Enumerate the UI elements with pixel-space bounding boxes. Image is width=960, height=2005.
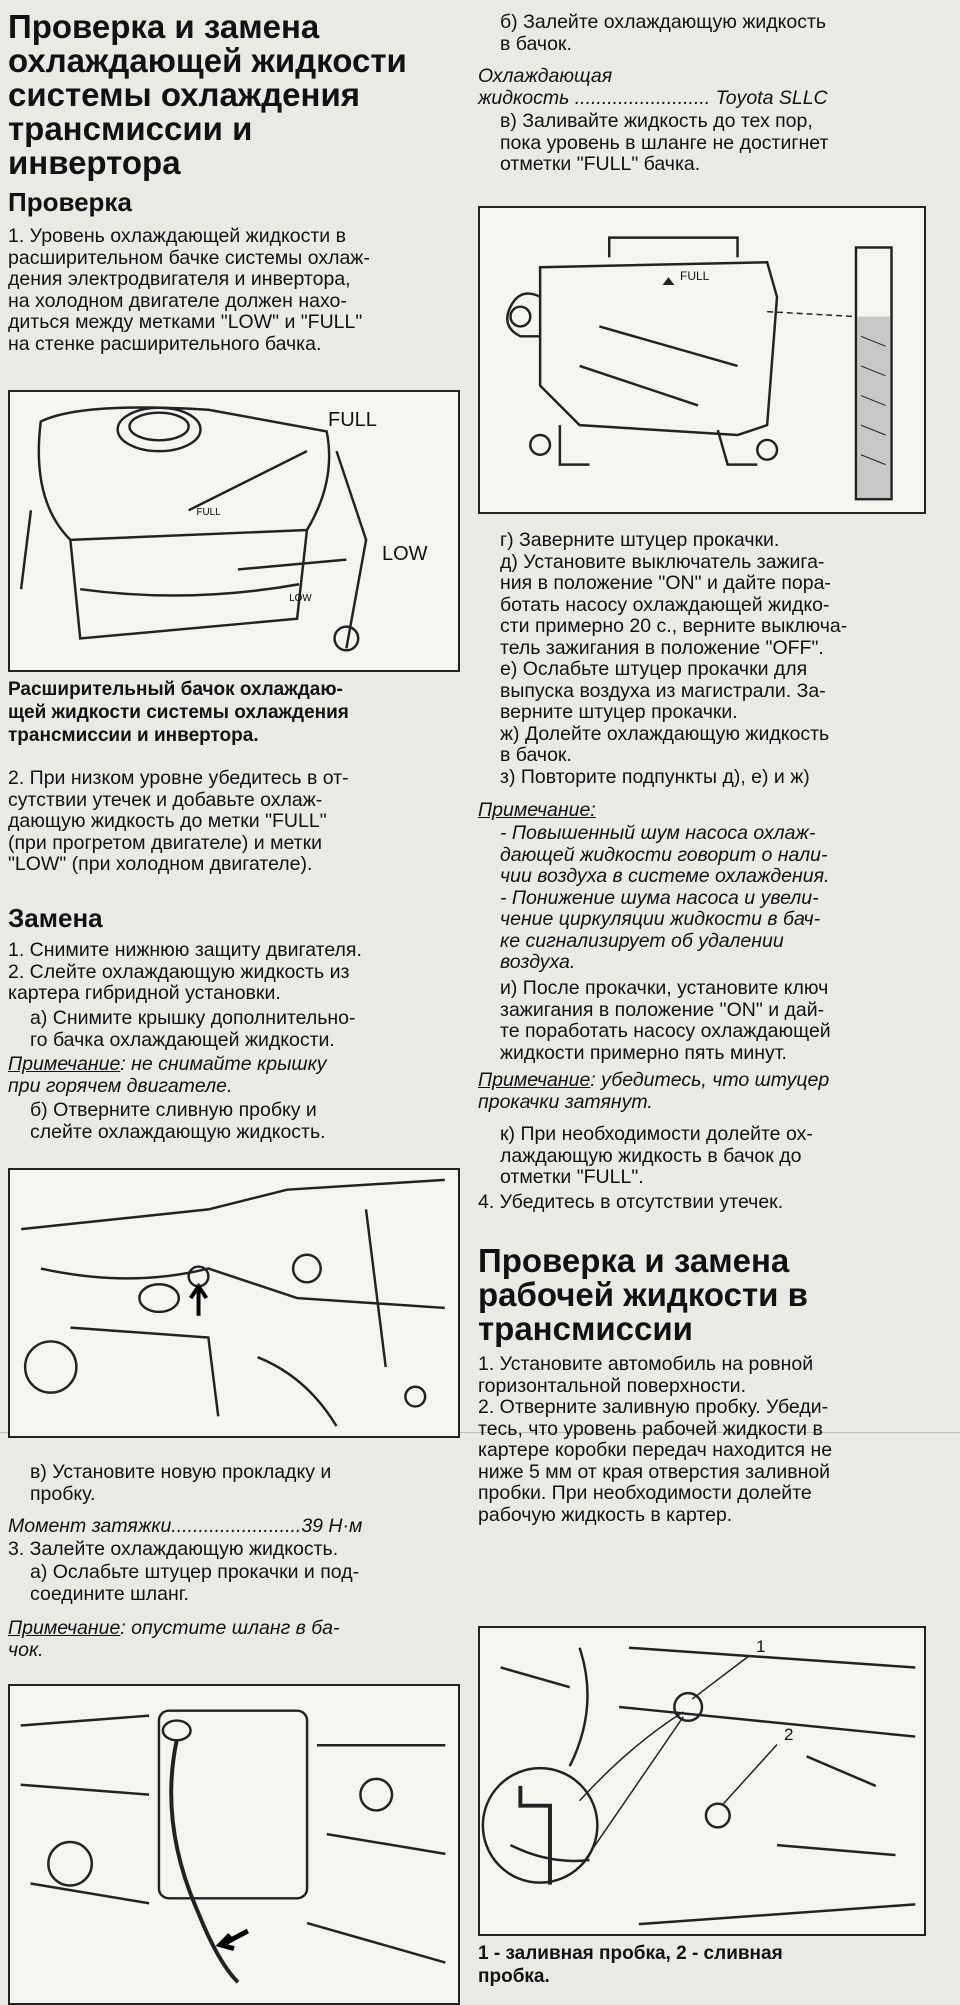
check-paragraph-1: 1. Уровень охлаждающей жидкости в расширительном бачке системы охлаж- дения электродвигателя и инвертора, на холодном двигателе должен нахо- диться между метками "LOW" и "FULL" на стенке расширительного бачка. — [8, 225, 370, 355]
low-label: LOW — [382, 543, 428, 565]
replace-steps-1-2: 1. Снимите нижнюю защиту двигателя. 2. Слейте охлаждающую жидкость из картера гибридной установки. — [8, 939, 362, 1004]
step-3: 3. Залейте охлаждающую жидкость. — [8, 1538, 339, 1560]
full-mark-text: FULL — [196, 507, 221, 519]
note-4-label: Примечание — [478, 1069, 591, 1091]
fill-level-drawing — [480, 208, 924, 512]
step-3b: б) Залейте охлаждающую жидкость в бачок. — [500, 11, 827, 55]
step-4: 4. Убедитесь в отсутствии утечек. — [478, 1191, 784, 1213]
callout-1: 1 — [756, 1637, 766, 1656]
check-heading: Проверка — [8, 187, 132, 217]
transmission-paragraph: 1. Установите автомобиль на ровной горизонтальной поверхности. 2. Отверните заливную пробку. Убеди- тесь, что уровень рабочей жидкости в картере коробки передач находится не ниже 5 мм от края отверстия заливной пробки. При необходимости долейте рабочую жидкость в картер. — [478, 1353, 833, 1526]
low-mark-text: LOW — [289, 592, 312, 604]
callout-2: 2 — [784, 1725, 794, 1744]
note-3-label: Примечание: — [478, 799, 596, 821]
step-2a: а) Снимите крышку дополнительно- го бачка охлаждающей жидкости. — [30, 1007, 356, 1051]
transmission-drawing — [480, 1628, 924, 1934]
note-2-text: : опустите шланг в ба- чок. — [8, 1617, 340, 1661]
fluid-column — [857, 317, 891, 499]
step-2v: в) Установите новую прокладку и пробку. — [30, 1461, 332, 1505]
transmission-figure — [478, 1626, 926, 1936]
drain-plug-figure — [8, 1168, 460, 1438]
full-label: FULL — [328, 409, 377, 431]
drain-plug-drawing — [10, 1170, 458, 1436]
note-2-label: Примечание — [8, 1617, 121, 1639]
bleed-hose-drawing — [10, 1686, 458, 2003]
coolant-spec: Охлаждающая жидкость ......................... Toyota SLLC — [478, 65, 828, 109]
note-1-label: Примечание — [8, 1053, 121, 1075]
note-4-text: : убедитесь, что штуцер прокачки затянут. — [478, 1069, 830, 1113]
note-1 — [8, 1054, 327, 1097]
full-mark-label: FULL — [680, 269, 710, 283]
step-3v: в) Заливайте жидкость до тех пор, пока уровень в шланге не достигнет отметки "FULL" бачка. — [500, 110, 829, 175]
expansion-tank-figure — [8, 390, 460, 672]
bleed-hose-figure — [8, 1684, 460, 2005]
figure-caption-tank: Расширительный бачок охлаждаю- щей жидкости системы охлаждения трансмиссии и инвертора. — [8, 679, 349, 746]
step-3i: и) После прокачки, установите ключ зажигания в положение "ON" и дай- те поработать насосу охлаждающей жидкости примерно пять минут. — [500, 977, 831, 1064]
fill-level-figure — [478, 206, 926, 514]
expansion-tank-drawing — [10, 392, 458, 670]
note-3-text: - Повышенный шум насоса охлаж- дающей жидкости говорит о нали- чии воздуха в системе охлаждения. - Понижение шума насоса и увели- чение циркуляции жидкости в бач- ке сигнализирует об удалении воздуха. — [500, 822, 830, 973]
arrow-icon — [220, 1931, 248, 1949]
step-3a: а) Ослабьте штуцер прокачки и под- соедините шланг. — [30, 1561, 360, 1605]
section-title-2: Проверка и замена рабочей жидкости в трансмиссии — [478, 1242, 808, 1347]
replace-heading: Замена — [8, 903, 103, 933]
step-3k: к) При необходимости долейте ох- лаждающую жидкость в бачок до отметки "FULL". — [500, 1123, 813, 1188]
torque-spec: Момент затяжки........................39 Н·м — [8, 1515, 363, 1537]
check-paragraph-2: 2. При низком уровне убедитесь в от- сутствии утечек и добавьте охлаж- дающую жидкость до метки "FULL" (при прогретом двигателе) и метки "LOW" (при холодном двигателе). — [8, 767, 349, 875]
figure-caption-plugs: 1 - заливная пробка, 2 - сливная пробка. — [478, 1943, 783, 1987]
note-2 — [8, 1618, 340, 1661]
note-4 — [478, 1070, 829, 1113]
note-1-text: : не снимайте крышку при горячем двигателе. — [8, 1053, 327, 1097]
arrow-icon — [191, 1286, 207, 1316]
steps-3g-3z: г) Заверните штуцер прокачки. д) Установите выключатель зажига- ния в положение "ON" и дайте пора- ботать насосу охлаждающей жидко- сти примерно 20 с., верните выключа- тель зажигания в положение "OFF". е) Ослабьте штуцер прокачки для выпуска воздуха из магистрали. За- верните штуцер прокачки. ж) Долейте охлаждающую жидкость в бачок. з) Повторите подпункты д), е) и ж) — [500, 529, 848, 788]
step-2b: б) Отверните сливную пробку и слейте охлаждающую жидкость. — [30, 1099, 326, 1143]
section-title: Проверка и замена охлаждающей жидкости системы охлаждения трансмиссии и инвертора — [8, 8, 407, 181]
